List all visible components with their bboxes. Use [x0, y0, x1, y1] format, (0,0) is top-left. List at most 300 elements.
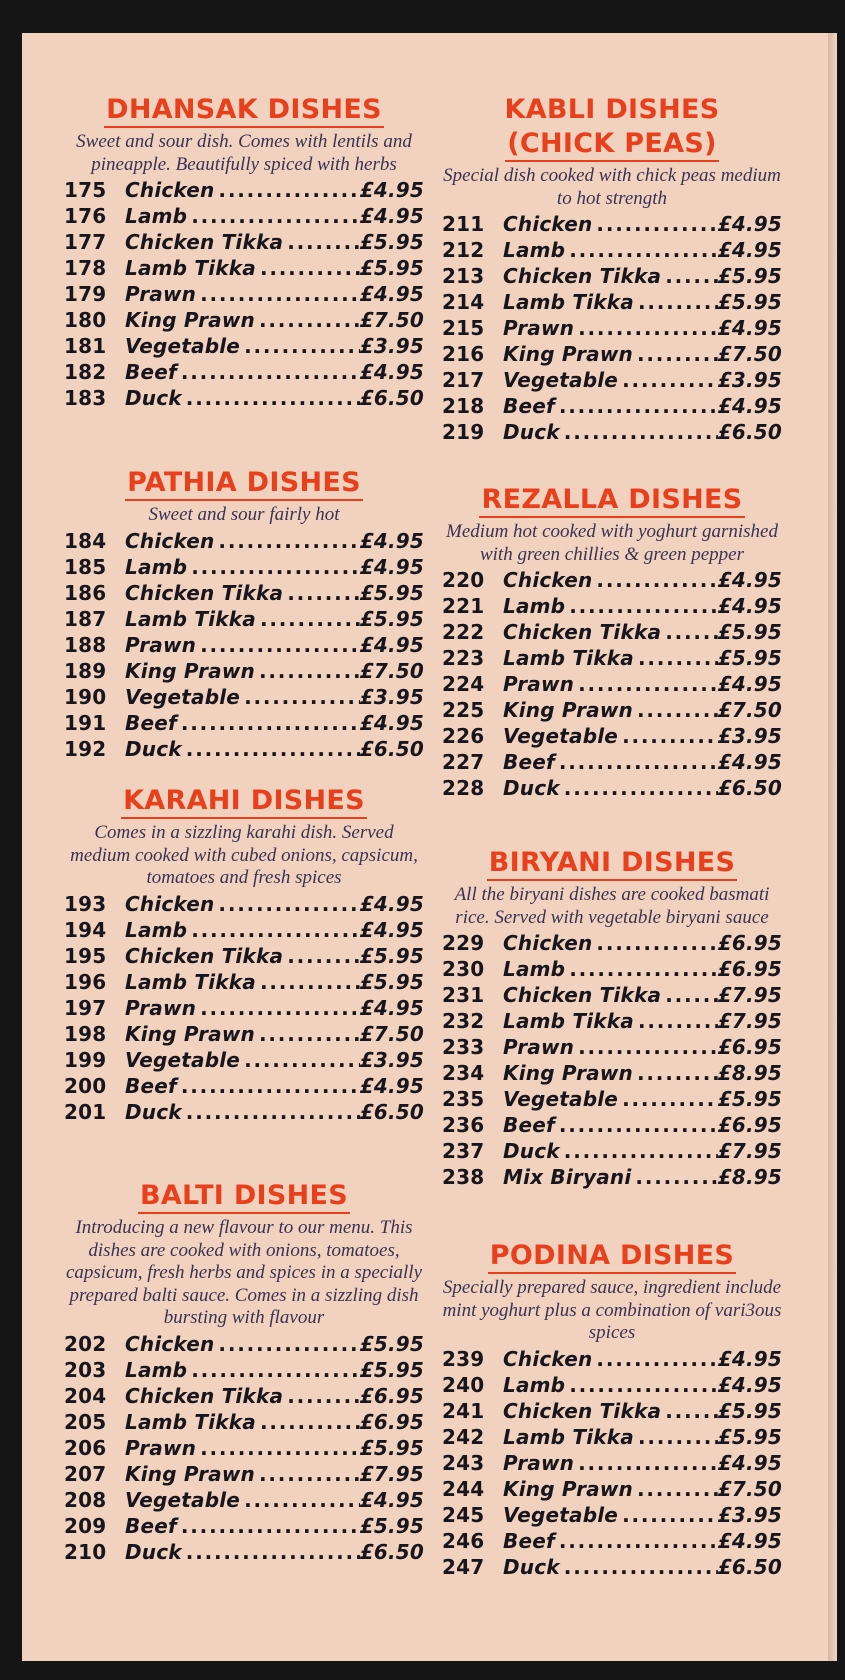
menu-item-leader [182, 385, 360, 411]
menu-item-number: 194 [64, 917, 107, 942]
menu-item-leader [256, 1409, 360, 1435]
menu-item-price: £3.95 [359, 1047, 424, 1072]
menu-item-number: 218 [442, 394, 485, 418]
menu-item-name: Prawn [503, 316, 575, 340]
menu-item-leader [618, 1086, 718, 1112]
menu-item-name: Vegetable [503, 1087, 619, 1111]
menu-item-row [442, 237, 782, 263]
menu-item-row [442, 1450, 782, 1476]
menu-item-price: £7.95 [717, 1139, 782, 1163]
menu-item-price: £4.95 [359, 710, 424, 735]
menu-item-name: Chicken Tikka [503, 620, 662, 644]
menu-item-name: Beef [503, 394, 555, 418]
menu-item-name: Chicken Tikka [503, 1398, 662, 1423]
menu-item-row [442, 1138, 782, 1164]
menu-item-row [64, 385, 424, 411]
menu-item-name: Lamb Tikka [503, 646, 634, 670]
menu-item-name: Duck [503, 1139, 560, 1163]
menu-item-price: £5.95 [359, 969, 424, 994]
menu-item-number: 244 [442, 1476, 485, 1501]
menu-item-row [442, 567, 782, 593]
section-rezalla [442, 483, 782, 801]
menu-item-leader [283, 229, 360, 255]
menu-item-name: Prawn [503, 672, 575, 696]
menu-item-number: 231 [442, 983, 485, 1007]
menu-item-leader [661, 982, 718, 1008]
menu-item-number: 220 [442, 568, 485, 592]
menu-item-number: 201 [64, 1099, 107, 1124]
menu-item-price: £7.50 [359, 308, 424, 332]
menu-item-leader [555, 1528, 718, 1554]
menu-item-row [64, 1513, 424, 1539]
section-title: BIRYANI DISHES [442, 846, 782, 880]
menu-item-price: £5.95 [717, 646, 782, 670]
menu-item-price: £5.95 [359, 1435, 424, 1460]
menu-item-price: £4.95 [717, 1346, 782, 1371]
menu-item-name: King Prawn [503, 342, 633, 366]
menu-item-number: 176 [64, 204, 107, 228]
menu-item-leader [240, 1487, 360, 1513]
menu-item-price: £4.95 [717, 238, 782, 262]
menu-item-row [442, 211, 782, 237]
menu-item-leader [574, 1450, 718, 1476]
menu-item-number: 192 [64, 736, 107, 761]
menu-item-price: £4.95 [717, 212, 782, 236]
menu-item-price: £7.50 [717, 342, 782, 366]
section-description: Special dish cooked with chick peas medium to hot strength [443, 165, 781, 209]
menu-item-leader [634, 645, 718, 671]
menu-item-row [442, 1008, 782, 1034]
section-title: DHANSAK DISHES [64, 93, 424, 127]
menu-item-number: 190 [64, 684, 107, 709]
menu-item-number: 217 [442, 368, 485, 392]
menu-item-price: £5.95 [359, 256, 424, 280]
menu-item-row [442, 930, 782, 956]
menu-item-price: £5.95 [717, 620, 782, 644]
menu-item-price: £6.50 [717, 1554, 782, 1579]
menu-item-price: £6.50 [717, 776, 782, 800]
menu-item-row [64, 891, 424, 917]
menu-item-number: 193 [64, 891, 107, 916]
menu-item-number: 224 [442, 672, 485, 696]
menu-item-name: Chicken [125, 528, 215, 553]
menu-item-row [442, 645, 782, 671]
menu-item-price: £5.95 [359, 230, 424, 254]
menu-item-price: £5.95 [359, 606, 424, 631]
menu-item-name: Lamb [503, 957, 566, 981]
menu-item-leader [631, 1164, 717, 1190]
menu-item-name: King Prawn [503, 698, 633, 722]
menu-item-leader [555, 1112, 718, 1138]
menu-item-leader [618, 723, 718, 749]
menu-item-number: 223 [442, 646, 485, 670]
menu-item-number: 219 [442, 420, 485, 444]
menu-item-number: 204 [64, 1383, 107, 1408]
menu-item-leader [592, 211, 717, 237]
section-title: KARAHI DISHES [64, 784, 424, 818]
menu-item-price: £4.95 [359, 204, 424, 228]
menu-item-leader [182, 736, 360, 762]
menu-item-row [442, 697, 782, 723]
menu-item-name: Lamb Tikka [503, 1009, 634, 1033]
menu-item-number: 196 [64, 969, 107, 994]
menu-item-number: 246 [442, 1528, 485, 1553]
menu-item-price: £7.95 [717, 1009, 782, 1033]
menu-item-row [442, 1086, 782, 1112]
menu-item-price: £3.95 [717, 368, 782, 392]
menu-item-name: Chicken Tikka [125, 943, 284, 968]
section-description: Introducing a new flavour to our menu. This dishes are cooked with onions, tomatoes, capsicum, fresh herbs and spices in a specially prepared balti sauce. Comes in a sizzling dish bursting with flavour [65, 1217, 423, 1328]
menu-item-name: Lamb Tikka [503, 1424, 634, 1449]
menu-item-price: £4.95 [717, 594, 782, 618]
menu-item-number: 208 [64, 1487, 107, 1512]
menu-item-price: £5.95 [359, 1513, 424, 1538]
menu-item-number: 215 [442, 316, 485, 340]
menu-item-row [64, 1331, 424, 1357]
menu-item-row [442, 1528, 782, 1554]
section-biryani [442, 846, 782, 1190]
menu-item-name: Duck [503, 776, 560, 800]
menu-item-price: £4.95 [359, 554, 424, 579]
menu-item-row [442, 419, 782, 445]
menu-item-leader [592, 930, 717, 956]
menu-item-row [442, 289, 782, 315]
menu-item-price: £4.95 [359, 632, 424, 657]
menu-item-price: £4.95 [717, 316, 782, 340]
menu-item-leader [560, 775, 718, 801]
menu-item-row [442, 619, 782, 645]
menu-item-leader [634, 289, 718, 315]
menu-item-number: 187 [64, 606, 107, 631]
menu-item-price: £5.95 [359, 943, 424, 968]
menu-item-number: 225 [442, 698, 485, 722]
menu-item-price: £4.95 [359, 1487, 424, 1512]
menu-item-row [442, 393, 782, 419]
menu-item-number: 178 [64, 256, 107, 280]
menu-item-name: Prawn [125, 995, 197, 1020]
menu-item-row [64, 1435, 424, 1461]
menu-item-row [442, 1398, 782, 1424]
menu-item-name: Chicken [503, 212, 593, 236]
menu-item-leader [256, 969, 360, 995]
menu-item-price: £3.95 [717, 1502, 782, 1527]
menu-item-leader [177, 710, 360, 736]
menu-item-price: £8.95 [717, 1165, 782, 1189]
menu-item-number: 222 [442, 620, 485, 644]
menu-item-name: Lamb Tikka [503, 290, 634, 314]
menu-item-leader [283, 943, 360, 969]
menu-item-name: Vegetable [503, 1502, 619, 1527]
menu-item-name: Vegetable [125, 1487, 241, 1512]
menu-item-name: Vegetable [503, 724, 619, 748]
menu-item-number: 230 [442, 957, 485, 981]
menu-item-leader [196, 995, 360, 1021]
section-description: Medium hot cooked with yoghurt garnished with green chillies & green pepper [446, 521, 778, 565]
menu-item-name: Mix Biryani [503, 1165, 632, 1189]
menu-item-number: 228 [442, 776, 485, 800]
menu-item-number: 242 [442, 1424, 485, 1449]
menu-item-number: 182 [64, 360, 107, 384]
menu-page [22, 33, 837, 1661]
section-title: PODINA DISHES [442, 1239, 782, 1273]
menu-item-price: £5.95 [717, 264, 782, 288]
menu-item-row [442, 367, 782, 393]
menu-item-name: Chicken Tikka [125, 230, 284, 254]
menu-item-leader [565, 956, 718, 982]
menu-item-leader [196, 632, 360, 658]
menu-item-number: 235 [442, 1087, 485, 1111]
menu-item-price: £5.95 [359, 580, 424, 605]
menu-item-name: King Prawn [125, 308, 255, 332]
menu-item-leader [592, 1346, 717, 1372]
menu-item-number: 209 [64, 1513, 107, 1538]
section-description: Comes in a sizzling karahi dish. Served medium cooked with cubed onions, capsicum, tomatoes and fresh spices [70, 822, 418, 888]
menu-item-number: 229 [442, 931, 485, 955]
menu-item-row [442, 593, 782, 619]
menu-item-name: Beef [503, 1528, 555, 1553]
section-balti [64, 1179, 424, 1565]
section-title-line2: (CHICK PEAS) [505, 128, 718, 162]
menu-item-leader [574, 671, 718, 697]
menu-item-name: Lamb [125, 554, 188, 579]
menu-item-leader [560, 419, 718, 445]
menu-item-leader [255, 307, 360, 333]
menu-item-price: £4.95 [359, 995, 424, 1020]
menu-item-price: £6.50 [359, 386, 424, 410]
menu-item-row [64, 281, 424, 307]
menu-item-price: £5.95 [717, 1398, 782, 1423]
menu-item-number: 221 [442, 594, 485, 618]
menu-item-leader [633, 1060, 718, 1086]
menu-item-leader [634, 1008, 718, 1034]
menu-item-name: Chicken [125, 891, 215, 916]
menu-item-list [442, 211, 782, 445]
menu-item-leader [214, 1331, 359, 1357]
section-description: Sweet and sour fairly hot [148, 504, 340, 525]
menu-item-row [64, 710, 424, 736]
menu-item-row [442, 1346, 782, 1372]
section-kabli [442, 93, 782, 445]
menu-item-price: £7.95 [359, 1461, 424, 1486]
section-title [442, 93, 782, 161]
menu-item-leader [214, 891, 359, 917]
menu-item-row [442, 263, 782, 289]
menu-item-number: 179 [64, 282, 107, 306]
menu-item-name: Lamb [125, 1357, 188, 1382]
menu-item-price: £4.95 [717, 1528, 782, 1553]
menu-item-leader [187, 1357, 360, 1383]
menu-item-leader [177, 359, 360, 385]
menu-item-price: £6.95 [717, 957, 782, 981]
menu-item-row [64, 1539, 424, 1565]
menu-item-name: Beef [503, 1113, 555, 1137]
section-description: All the biryani dishes are cooked basmati rice. Served with vegetable biryani sauce [454, 884, 770, 928]
menu-item-number: 210 [64, 1539, 107, 1564]
menu-item-leader [240, 333, 360, 359]
menu-item-row [442, 1060, 782, 1086]
menu-item-number: 185 [64, 554, 107, 579]
menu-item-list [442, 930, 782, 1190]
menu-item-name: Chicken Tikka [125, 1383, 284, 1408]
menu-item-leader [633, 697, 718, 723]
menu-item-leader [187, 554, 360, 580]
menu-item-number: 175 [64, 178, 107, 202]
menu-item-number: 207 [64, 1461, 107, 1486]
menu-item-row [64, 1099, 424, 1125]
menu-item-leader [182, 1099, 360, 1125]
menu-item-row [64, 203, 424, 229]
menu-item-leader [256, 255, 360, 281]
menu-item-number: 184 [64, 528, 107, 553]
menu-item-price: £5.95 [717, 1087, 782, 1111]
menu-item-row [64, 1021, 424, 1047]
menu-item-row [64, 943, 424, 969]
menu-item-number: 236 [442, 1113, 485, 1137]
menu-item-row [442, 1164, 782, 1190]
menu-item-name: Chicken [125, 178, 215, 202]
menu-item-name: Prawn [125, 282, 197, 306]
menu-item-number: 216 [442, 342, 485, 366]
menu-item-price: £4.95 [717, 568, 782, 592]
menu-item-row [64, 1461, 424, 1487]
menu-item-row [64, 528, 424, 554]
menu-item-price: £6.95 [359, 1383, 424, 1408]
menu-item-leader [618, 1502, 718, 1528]
menu-item-name: Lamb [125, 204, 188, 228]
menu-item-leader [196, 281, 360, 307]
menu-item-price: £5.95 [717, 1424, 782, 1449]
menu-item-name: Vegetable [503, 368, 619, 392]
menu-item-name: Beef [125, 1073, 177, 1098]
menu-item-number: 186 [64, 580, 107, 605]
menu-item-name: Vegetable [125, 1047, 241, 1072]
menu-item-number: 238 [442, 1165, 485, 1189]
section-description: Specially prepared sauce, ingredient include mint yoghurt plus a combination of vari3ous spices [442, 1277, 782, 1343]
menu-item-row [64, 684, 424, 710]
menu-item-row [442, 1502, 782, 1528]
menu-item-name: Lamb Tikka [125, 606, 256, 631]
menu-item-number: 199 [64, 1047, 107, 1072]
menu-item-name: Chicken [503, 568, 593, 592]
menu-item-number: 205 [64, 1409, 107, 1434]
menu-item-number: 191 [64, 710, 107, 735]
menu-item-leader [187, 917, 360, 943]
menu-item-row [64, 917, 424, 943]
menu-item-name: Vegetable [125, 684, 241, 709]
menu-item-leader [661, 619, 718, 645]
section-title: REZALLA DISHES [442, 483, 782, 517]
menu-item-leader [618, 367, 718, 393]
menu-item-list [64, 528, 424, 762]
menu-item-leader [187, 203, 360, 229]
menu-item-price: £5.95 [717, 290, 782, 314]
menu-item-row [442, 749, 782, 775]
menu-item-price: £4.95 [717, 750, 782, 774]
menu-item-row [64, 1409, 424, 1435]
menu-item-leader [565, 237, 718, 263]
menu-item-number: 240 [442, 1372, 485, 1397]
menu-item-leader [256, 606, 360, 632]
menu-item-row [442, 1112, 782, 1138]
menu-item-leader [214, 177, 359, 203]
menu-item-number: 180 [64, 308, 107, 332]
section-description: Sweet and sour dish. Comes with lentils and pineapple. Beautifully spiced with herbs [76, 131, 412, 175]
menu-item-row [442, 1372, 782, 1398]
menu-item-row [442, 982, 782, 1008]
menu-item-name: Lamb [125, 917, 188, 942]
menu-item-number: 243 [442, 1450, 485, 1475]
menu-item-name: Beef [125, 360, 177, 384]
menu-item-price: £4.95 [359, 528, 424, 553]
menu-item-list [64, 1331, 424, 1565]
menu-item-row [442, 956, 782, 982]
menu-item-leader [240, 1047, 360, 1073]
menu-item-row [64, 658, 424, 684]
menu-item-row [442, 723, 782, 749]
menu-item-name: Chicken Tikka [125, 580, 284, 605]
menu-item-price: £8.95 [717, 1061, 782, 1085]
menu-item-leader [560, 1554, 718, 1580]
menu-item-name: King Prawn [125, 1461, 255, 1486]
menu-item-number: 239 [442, 1346, 485, 1371]
menu-item-price: £4.95 [359, 1073, 424, 1098]
menu-item-name: King Prawn [125, 658, 255, 683]
menu-item-number: 214 [442, 290, 485, 314]
menu-item-price: £7.50 [359, 658, 424, 683]
menu-item-number: 234 [442, 1061, 485, 1085]
menu-item-number: 241 [442, 1398, 485, 1423]
menu-item-leader [214, 528, 359, 554]
menu-item-price: £4.95 [717, 1372, 782, 1397]
menu-item-leader [574, 315, 718, 341]
menu-item-price: £4.95 [359, 891, 424, 916]
menu-item-row [442, 1476, 782, 1502]
menu-item-number: 198 [64, 1021, 107, 1046]
menu-item-name: Lamb [503, 1372, 566, 1397]
menu-item-price: £6.95 [717, 931, 782, 955]
menu-item-leader [565, 593, 718, 619]
menu-item-row [64, 554, 424, 580]
menu-item-price: £5.95 [359, 1331, 424, 1356]
menu-item-name: Duck [125, 386, 182, 410]
section-title: PATHIA DISHES [64, 466, 424, 500]
menu-item-name: Chicken [503, 1346, 593, 1371]
menu-item-price: £3.95 [359, 334, 424, 358]
menu-item-number: 188 [64, 632, 107, 657]
menu-item-number: 200 [64, 1073, 107, 1098]
menu-item-row [64, 1073, 424, 1099]
menu-item-leader [283, 1383, 360, 1409]
menu-item-name: Prawn [125, 632, 197, 657]
menu-item-row [64, 1383, 424, 1409]
menu-item-price: £6.50 [717, 420, 782, 444]
menu-item-name: Lamb [503, 594, 566, 618]
menu-item-name: Lamb [503, 238, 566, 262]
section-dhansak [64, 93, 424, 411]
menu-item-number: 203 [64, 1357, 107, 1382]
menu-item-name: Beef [503, 750, 555, 774]
menu-item-row [64, 969, 424, 995]
menu-item-leader [555, 749, 718, 775]
menu-item-number: 237 [442, 1139, 485, 1163]
menu-item-row [442, 671, 782, 697]
menu-item-leader [555, 393, 718, 419]
menu-item-list [442, 1346, 782, 1580]
menu-item-row [442, 315, 782, 341]
menu-item-number: 245 [442, 1502, 485, 1527]
menu-item-price: £4.95 [359, 917, 424, 942]
menu-item-row [64, 606, 424, 632]
